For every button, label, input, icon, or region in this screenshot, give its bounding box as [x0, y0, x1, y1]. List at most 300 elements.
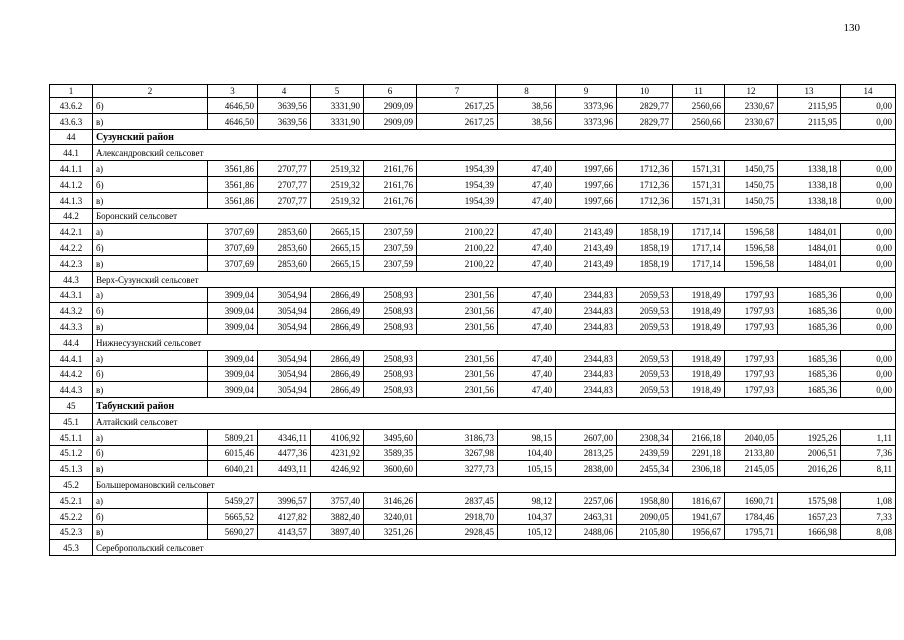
- table-row: [50, 98, 896, 114]
- table-row: [50, 445, 896, 461]
- table-cell: 3054,94: [258, 303, 311, 319]
- table-cell: 2813,25: [556, 445, 617, 461]
- table-cell: 47,40: [498, 240, 556, 256]
- row-label: а): [93, 492, 208, 508]
- table-cell: 2145,05: [725, 461, 778, 477]
- table-cell: 3897,40: [311, 524, 364, 540]
- table-body: [50, 98, 896, 556]
- table-cell: 1918,49: [673, 366, 725, 382]
- table-cell: 0,00: [841, 350, 896, 366]
- table-cell: 2508,93: [364, 303, 417, 319]
- row-label: а): [93, 429, 208, 445]
- council-row: [50, 413, 896, 429]
- table-cell: 4106,92: [311, 429, 364, 445]
- table-cell: 1338,18: [778, 176, 841, 192]
- row-code: 44.1.1: [50, 161, 93, 177]
- table-row: [50, 176, 896, 192]
- council-row: [50, 271, 896, 287]
- table-cell: 5665,52: [208, 508, 258, 524]
- table-row: [50, 524, 896, 540]
- table-cell: 8,08: [841, 524, 896, 540]
- table-cell: 2143,49: [556, 255, 617, 271]
- table-cell: 3996,57: [258, 492, 311, 508]
- row-label: б): [93, 176, 208, 192]
- column-header: 7: [417, 85, 498, 98]
- table-cell: 2439,59: [617, 445, 673, 461]
- table-cell: 47,40: [498, 319, 556, 335]
- row-code: 44.3.1: [50, 287, 93, 303]
- table-cell: 1918,49: [673, 319, 725, 335]
- table-cell: 3882,40: [311, 508, 364, 524]
- row-label: в): [93, 524, 208, 540]
- table-cell: 47,40: [498, 255, 556, 271]
- row-code: 45.1.3: [50, 461, 93, 477]
- table-cell: 7,36: [841, 445, 896, 461]
- table-row: [50, 224, 896, 240]
- table-cell: 2508,93: [364, 382, 417, 398]
- table-cell: 5459,27: [208, 492, 258, 508]
- table-cell: 1,11: [841, 429, 896, 445]
- table-cell: 2508,93: [364, 287, 417, 303]
- table-cell: 2866,49: [311, 382, 364, 398]
- row-label: б): [93, 366, 208, 382]
- row-label: а): [93, 224, 208, 240]
- council-title: Нижнесузунский сельсовет: [93, 334, 896, 350]
- row-label: в): [93, 382, 208, 398]
- table-cell: 2838,00: [556, 461, 617, 477]
- council-title: Верх-Сузунский сельсовет: [93, 271, 896, 287]
- table-cell: 0,00: [841, 303, 896, 319]
- table-cell: 4127,82: [258, 508, 311, 524]
- table-cell: 1941,67: [673, 508, 725, 524]
- table-cell: 1575,98: [778, 492, 841, 508]
- table-row: [50, 192, 896, 208]
- table-cell: 1712,36: [617, 176, 673, 192]
- row-label: в): [93, 461, 208, 477]
- table-cell: 3707,69: [208, 240, 258, 256]
- column-header: 5: [311, 85, 364, 98]
- table-cell: 2909,09: [364, 113, 417, 129]
- table-cell: 0,00: [841, 287, 896, 303]
- table-cell: 1816,67: [673, 492, 725, 508]
- district-title: Табунский район: [93, 398, 896, 414]
- table-cell: 3373,96: [556, 98, 617, 114]
- table-row: [50, 382, 896, 398]
- table-row: [50, 287, 896, 303]
- table-cell: 2866,49: [311, 287, 364, 303]
- table-cell: 1918,49: [673, 303, 725, 319]
- table-cell: 3600,60: [364, 461, 417, 477]
- table-cell: 2059,53: [617, 366, 673, 382]
- table-cell: 2519,32: [311, 176, 364, 192]
- table-cell: 2301,56: [417, 350, 498, 366]
- table-row: [50, 240, 896, 256]
- row-code: 44.4.3: [50, 382, 93, 398]
- table-cell: 2059,53: [617, 382, 673, 398]
- table-cell: 2853,60: [258, 224, 311, 240]
- table-row: [50, 350, 896, 366]
- table-cell: 2161,76: [364, 176, 417, 192]
- council-row: [50, 477, 896, 493]
- table-cell: 3267,98: [417, 445, 498, 461]
- table-cell: 3561,86: [208, 176, 258, 192]
- table-cell: 4477,36: [258, 445, 311, 461]
- column-header: 1: [50, 85, 93, 98]
- table-cell: 3331,90: [311, 113, 364, 129]
- table-cell: 2330,67: [725, 98, 778, 114]
- table-cell: 2330,67: [725, 113, 778, 129]
- table-cell: 0,00: [841, 319, 896, 335]
- table-cell: 2617,25: [417, 98, 498, 114]
- table-cell: 2455,34: [617, 461, 673, 477]
- table-cell: 0,00: [841, 161, 896, 177]
- table-cell: 3054,94: [258, 319, 311, 335]
- table-row: [50, 366, 896, 382]
- table-cell: 47,40: [498, 350, 556, 366]
- column-header: 13: [778, 85, 841, 98]
- table-cell: 38,56: [498, 113, 556, 129]
- table-cell: 1717,14: [673, 255, 725, 271]
- table-cell: 1797,93: [725, 350, 778, 366]
- column-header: 6: [364, 85, 417, 98]
- table-cell: 2257,06: [556, 492, 617, 508]
- table-cell: 0,00: [841, 224, 896, 240]
- table-cell: 2918,70: [417, 508, 498, 524]
- table-cell: 4646,50: [208, 98, 258, 114]
- table-cell: 1717,14: [673, 224, 725, 240]
- table-cell: 8,11: [841, 461, 896, 477]
- table-cell: 2866,49: [311, 366, 364, 382]
- table-cell: 1685,36: [778, 303, 841, 319]
- table-cell: 2301,56: [417, 382, 498, 398]
- column-header: 3: [208, 85, 258, 98]
- table-cell: 2344,83: [556, 382, 617, 398]
- table-cell: 3707,69: [208, 224, 258, 240]
- table-cell: 1484,01: [778, 240, 841, 256]
- row-label: а): [93, 350, 208, 366]
- table-cell: 1571,31: [673, 161, 725, 177]
- row-code: 45.3: [50, 540, 93, 556]
- table-cell: 3054,94: [258, 350, 311, 366]
- table-cell: 2707,77: [258, 176, 311, 192]
- table-cell: 1712,36: [617, 161, 673, 177]
- table-cell: 4646,50: [208, 113, 258, 129]
- table-cell: 4493,11: [258, 461, 311, 477]
- row-code: 44.4.2: [50, 366, 93, 382]
- row-code: 44.1.3: [50, 192, 93, 208]
- row-label: б): [93, 445, 208, 461]
- table-cell: 1918,49: [673, 287, 725, 303]
- row-label: б): [93, 508, 208, 524]
- table-cell: 2090,05: [617, 508, 673, 524]
- table-row: [50, 492, 896, 508]
- table-cell: 104,37: [498, 508, 556, 524]
- table-cell: 2307,59: [364, 255, 417, 271]
- row-code: 45.2: [50, 477, 93, 493]
- table-cell: 3373,96: [556, 113, 617, 129]
- table-cell: 47,40: [498, 176, 556, 192]
- table-cell: 1596,58: [725, 255, 778, 271]
- row-label: а): [93, 287, 208, 303]
- row-code: 44.3.3: [50, 319, 93, 335]
- table-cell: 3277,73: [417, 461, 498, 477]
- table-cell: 2143,49: [556, 240, 617, 256]
- table-cell: 1450,75: [725, 161, 778, 177]
- table-cell: 0,00: [841, 192, 896, 208]
- table-cell: 1717,14: [673, 240, 725, 256]
- table-cell: 1484,01: [778, 224, 841, 240]
- table-cell: 1954,39: [417, 176, 498, 192]
- column-header: 10: [617, 85, 673, 98]
- table-cell: 0,00: [841, 382, 896, 398]
- council-title: Серебропольский сельсовет: [93, 540, 896, 556]
- table-cell: 1797,93: [725, 366, 778, 382]
- table-cell: 1596,58: [725, 240, 778, 256]
- table-cell: 2853,60: [258, 255, 311, 271]
- table-cell: 2161,76: [364, 192, 417, 208]
- table-cell: 3639,56: [258, 98, 311, 114]
- table-cell: 2301,56: [417, 366, 498, 382]
- row-label: в): [93, 255, 208, 271]
- table-cell: 1666,98: [778, 524, 841, 540]
- table-cell: 2100,22: [417, 224, 498, 240]
- table-cell: 2665,15: [311, 240, 364, 256]
- table-cell: 2519,32: [311, 192, 364, 208]
- table-cell: 3909,04: [208, 350, 258, 366]
- table-cell: 2040,05: [725, 429, 778, 445]
- table-cell: 3707,69: [208, 255, 258, 271]
- page-number: 130: [843, 22, 860, 34]
- table-cell: 2829,77: [617, 113, 673, 129]
- table-cell: 1858,19: [617, 224, 673, 240]
- table-cell: 2100,22: [417, 255, 498, 271]
- row-label: в): [93, 192, 208, 208]
- table-cell: 3561,86: [208, 161, 258, 177]
- row-code: 44.2.2: [50, 240, 93, 256]
- table-cell: 3054,94: [258, 366, 311, 382]
- table-cell: 1712,36: [617, 192, 673, 208]
- table-cell: 1925,26: [778, 429, 841, 445]
- table-cell: 2291,18: [673, 445, 725, 461]
- council-title: Большеромановский сельсовет: [93, 477, 896, 493]
- table-cell: 1956,67: [673, 524, 725, 540]
- column-header: 4: [258, 85, 311, 98]
- table-cell: 2301,56: [417, 287, 498, 303]
- row-code: 45: [50, 398, 93, 414]
- table-cell: 3909,04: [208, 366, 258, 382]
- table-cell: 1450,75: [725, 176, 778, 192]
- table-cell: 47,40: [498, 366, 556, 382]
- table-cell: 1784,46: [725, 508, 778, 524]
- table-cell: 2115,95: [778, 98, 841, 114]
- table-row: [50, 429, 896, 445]
- row-code: 44.3.2: [50, 303, 93, 319]
- table-cell: 2344,83: [556, 350, 617, 366]
- table-cell: 47,40: [498, 382, 556, 398]
- data-table: [49, 84, 896, 556]
- table-cell: 2909,09: [364, 98, 417, 114]
- table-cell: 2508,93: [364, 319, 417, 335]
- table-cell: 2059,53: [617, 350, 673, 366]
- table-cell: 1338,18: [778, 192, 841, 208]
- table-cell: 2344,83: [556, 287, 617, 303]
- table-cell: 105,15: [498, 461, 556, 477]
- table-row: [50, 303, 896, 319]
- table-cell: 2508,93: [364, 366, 417, 382]
- column-header: 12: [725, 85, 778, 98]
- table-cell: 2059,53: [617, 303, 673, 319]
- table-cell: 1685,36: [778, 382, 841, 398]
- table-cell: 3561,86: [208, 192, 258, 208]
- table-cell: 2665,15: [311, 224, 364, 240]
- table-cell: 0,00: [841, 240, 896, 256]
- table-cell: 5809,21: [208, 429, 258, 445]
- table-cell: 2307,59: [364, 240, 417, 256]
- column-header: 2: [93, 85, 208, 98]
- table-cell: 2617,25: [417, 113, 498, 129]
- table-cell: 3909,04: [208, 319, 258, 335]
- table-cell: 1685,36: [778, 319, 841, 335]
- table-cell: 1596,58: [725, 224, 778, 240]
- table-cell: 1997,66: [556, 161, 617, 177]
- row-code: 44.2.1: [50, 224, 93, 240]
- table-cell: 2519,32: [311, 161, 364, 177]
- row-code: 44.1: [50, 145, 93, 161]
- table-cell: 1484,01: [778, 255, 841, 271]
- council-row: [50, 208, 896, 224]
- column-header: 11: [673, 85, 725, 98]
- table-cell: 1958,80: [617, 492, 673, 508]
- table-row: [50, 255, 896, 271]
- row-code: 44.1.2: [50, 176, 93, 192]
- table-cell: 1954,39: [417, 161, 498, 177]
- row-code: 45.2.2: [50, 508, 93, 524]
- table-cell: 1918,49: [673, 350, 725, 366]
- table-cell: 1685,36: [778, 366, 841, 382]
- table-cell: 1797,93: [725, 319, 778, 335]
- table-cell: 2707,77: [258, 192, 311, 208]
- row-code: 44: [50, 129, 93, 145]
- table-cell: 2665,15: [311, 255, 364, 271]
- table-cell: 5690,27: [208, 524, 258, 540]
- row-code: 43.6.3: [50, 113, 93, 129]
- table-cell: 2308,34: [617, 429, 673, 445]
- table-row: [50, 113, 896, 129]
- table-cell: 47,40: [498, 192, 556, 208]
- table-cell: 0,00: [841, 113, 896, 129]
- table-cell: 2016,26: [778, 461, 841, 477]
- table-cell: 2866,49: [311, 303, 364, 319]
- council-title: Александровский сельсовет: [93, 145, 896, 161]
- table-cell: 1657,23: [778, 508, 841, 524]
- table-row: [50, 461, 896, 477]
- row-code: 44.4: [50, 334, 93, 350]
- table-cell: 2344,83: [556, 366, 617, 382]
- table-cell: 1954,39: [417, 192, 498, 208]
- table-cell: 3639,56: [258, 113, 311, 129]
- district-title: Сузунский район: [93, 129, 896, 145]
- table-cell: 2866,49: [311, 350, 364, 366]
- table-cell: 1690,71: [725, 492, 778, 508]
- table-cell: 2829,77: [617, 98, 673, 114]
- table-cell: 6040,21: [208, 461, 258, 477]
- table-cell: 3251,26: [364, 524, 417, 540]
- row-code: 44.4.1: [50, 350, 93, 366]
- table-row: [50, 508, 896, 524]
- table-cell: 1797,93: [725, 303, 778, 319]
- row-label: б): [93, 303, 208, 319]
- table-cell: 2344,83: [556, 319, 617, 335]
- table-cell: 4346,11: [258, 429, 311, 445]
- table-cell: 4143,57: [258, 524, 311, 540]
- table-cell: 2143,49: [556, 224, 617, 240]
- table-cell: 2928,45: [417, 524, 498, 540]
- table-cell: 2059,53: [617, 319, 673, 335]
- row-code: 45.1.2: [50, 445, 93, 461]
- table-cell: 2488,06: [556, 524, 617, 540]
- table-cell: 3589,35: [364, 445, 417, 461]
- table-cell: 2560,66: [673, 98, 725, 114]
- table-cell: 1685,36: [778, 287, 841, 303]
- table-cell: 1571,31: [673, 192, 725, 208]
- table-cell: 1685,36: [778, 350, 841, 366]
- table-cell: 1918,49: [673, 382, 725, 398]
- table-cell: 4246,92: [311, 461, 364, 477]
- council-row: [50, 334, 896, 350]
- table-cell: 3331,90: [311, 98, 364, 114]
- column-header: 8: [498, 85, 556, 98]
- table-cell: 2307,59: [364, 224, 417, 240]
- council-title: Алтайский сельсовет: [93, 413, 896, 429]
- table-cell: 1858,19: [617, 255, 673, 271]
- table-cell: 3909,04: [208, 303, 258, 319]
- table-cell: 0,00: [841, 98, 896, 114]
- table-cell: 2607,00: [556, 429, 617, 445]
- table-cell: 47,40: [498, 161, 556, 177]
- row-label: в): [93, 319, 208, 335]
- table-cell: 3054,94: [258, 382, 311, 398]
- council-row: [50, 145, 896, 161]
- table-cell: 2344,83: [556, 303, 617, 319]
- table-cell: 2463,31: [556, 508, 617, 524]
- table-cell: 2866,49: [311, 319, 364, 335]
- table-cell: 1797,93: [725, 382, 778, 398]
- district-row: [50, 129, 896, 145]
- table-cell: 38,56: [498, 98, 556, 114]
- table-cell: 3495,60: [364, 429, 417, 445]
- table-cell: 2100,22: [417, 240, 498, 256]
- table-row: [50, 319, 896, 335]
- table-cell: 2133,80: [725, 445, 778, 461]
- table-cell: 47,40: [498, 287, 556, 303]
- row-code: 45.1.1: [50, 429, 93, 445]
- table-cell: 7,33: [841, 508, 896, 524]
- table-cell: 1795,71: [725, 524, 778, 540]
- table-cell: 47,40: [498, 303, 556, 319]
- table-cell: 1571,31: [673, 176, 725, 192]
- row-code: 44.2: [50, 208, 93, 224]
- table-cell: 0,00: [841, 366, 896, 382]
- table-cell: 3146,26: [364, 492, 417, 508]
- table-cell: 2166,18: [673, 429, 725, 445]
- table-cell: 2301,56: [417, 303, 498, 319]
- table-cell: 3240,01: [364, 508, 417, 524]
- table-cell: 2306,18: [673, 461, 725, 477]
- table-cell: 3054,94: [258, 287, 311, 303]
- row-label: б): [93, 240, 208, 256]
- row-label: б): [93, 98, 208, 114]
- row-code: 44.3: [50, 271, 93, 287]
